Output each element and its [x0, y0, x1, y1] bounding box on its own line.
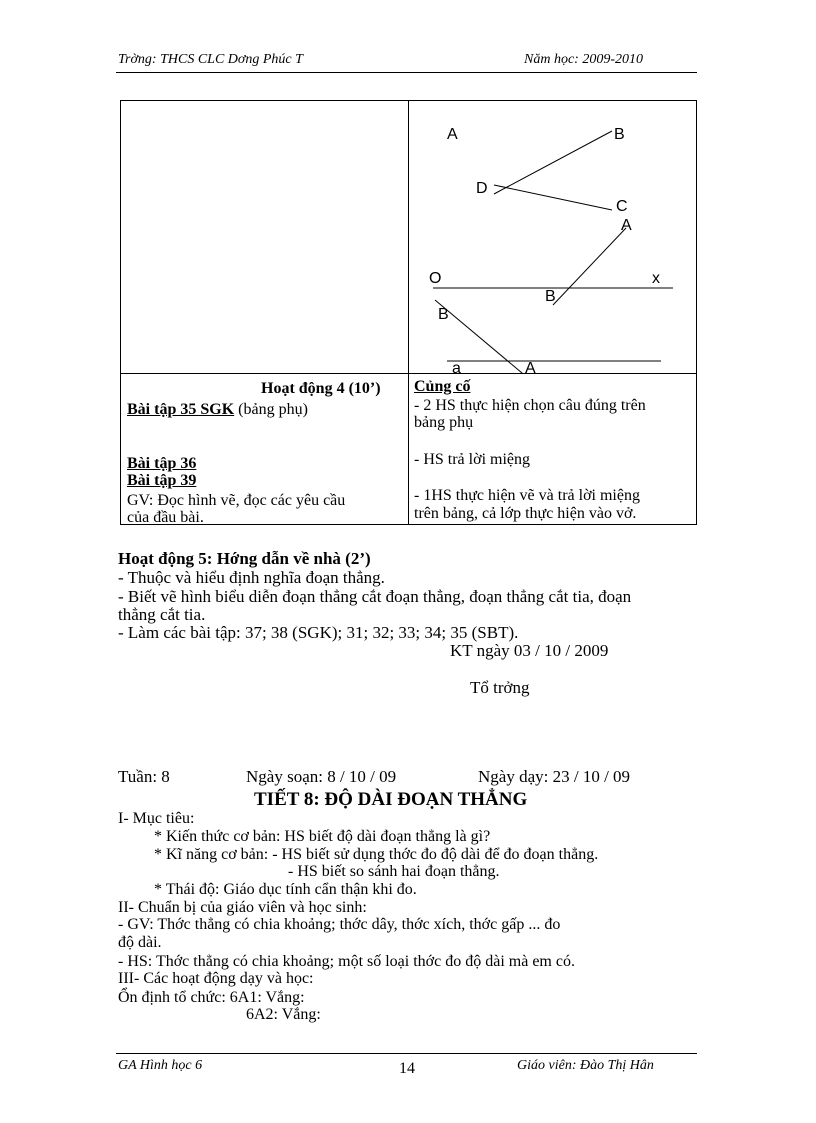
objective-attitude: * Thái độ: Giáo dục tính cẩn thận khi đo. [154, 881, 417, 898]
prep-teacher-2: độ dài. [118, 934, 162, 951]
objective-skill-1: * Kĩ năng cơ bản: - HS biết sử dụng thớc đo độ dài để đo đoạn thẳng. [154, 846, 599, 863]
class-organization-2: 6A2: Vắng: [246, 1006, 321, 1023]
label-o: O [429, 270, 442, 287]
label-c: C [616, 198, 628, 215]
segment-b-a [435, 300, 528, 373]
lesson-title: TIẾT 8: ĐỘ DÀI ĐOẠN THẲNG [254, 789, 528, 810]
class-organization-1: Ổn định tổ chức: 6A1: Vắng: [118, 989, 305, 1006]
header-year: Năm học: 2009-2010 [524, 52, 643, 67]
section-activities: III- Các hoạt động dạy và học: [118, 970, 314, 987]
segment-ba [553, 228, 626, 305]
signer-title: Tổ trởng [470, 678, 530, 697]
student-task-1b: bảng phụ [414, 414, 474, 431]
label-b1: B [614, 126, 625, 143]
student-task-1a: - 2 HS thực hiện chọn câu đúng trên [414, 397, 646, 414]
exercise-35-note: (bảng phụ) [234, 401, 308, 418]
segment-db [494, 131, 612, 194]
activity5-title: Hoạt động 5: Hớng dẫn về nhà (2’) [118, 549, 371, 568]
footer-rule [116, 1053, 697, 1054]
student-task-3a: - 1HS thực hiện vẽ và trả lời miệng [414, 487, 640, 504]
check-date: KT ngày 03 / 10 / 2009 [450, 641, 609, 660]
student-task-2: - HS trả lời miệng [414, 451, 530, 468]
week: Tuần: 8 [118, 767, 170, 786]
prep-teacher-1: - GV: Thớc thẳng có chia khoảng; thớc dây, thớc xích, thớc gấp ... đo [118, 916, 561, 933]
homework-2b: thẳng cắt tia. [118, 605, 206, 624]
table-border-right [696, 100, 697, 525]
section-objectives: I- Mục tiêu: [118, 810, 195, 827]
footer-left: GA Hình học 6 [118, 1058, 203, 1073]
header-rule [116, 72, 697, 73]
homework-1: - Thuộc và hiểu định nghĩa đoạn thẳng. [118, 568, 385, 587]
exercise-35-label: Bài tập 35 SGK [127, 401, 235, 418]
section-preparation: II- Chuẩn bị của giáo viên và học sinh: [118, 899, 367, 916]
label-a3: A [525, 360, 536, 373]
homework-2a: - Biết vẽ hình biểu diễn đoạn thẳng cắt đoạn thẳng, đoạn thẳng cắt tia, đoạn [118, 587, 632, 606]
label-a1: A [447, 126, 458, 143]
label-x: x [652, 270, 660, 287]
exercise-36: Bài tập 36 [127, 455, 197, 472]
exercise-35 [127, 401, 308, 418]
label-a2: A [621, 217, 632, 234]
gv-instruction-1: GV: Đọc hình vẽ, đọc các yêu cầu [127, 492, 346, 509]
homework-3: - Làm các bài tập: 37; 38 (SGK); 31; 32; 33; 34; 35 (SBT). [118, 623, 519, 642]
label-b3: B [438, 306, 449, 323]
table-border-left [120, 100, 121, 525]
label-d: D [476, 180, 488, 197]
teach-date: Ngày dạy: 23 / 10 / 09 [478, 767, 631, 786]
segment-dc [494, 185, 612, 210]
prep-date: Ngày soạn: 8 / 10 / 09 [246, 767, 397, 786]
student-task-3b: trên bảng, cả lớp thực hiện vào vở. [414, 505, 637, 522]
activity4-title: Hoạt động 4 (10’) [261, 380, 381, 397]
objective-skill-2: - HS biết so sánh hai đoạn thẳng. [288, 863, 500, 880]
label-a-line: a [452, 360, 461, 373]
page-number: 14 [399, 1060, 415, 1077]
objective-knowledge: * Kiến thức cơ bản: HS biết độ dài đoạn thẳng là gì? [154, 828, 491, 845]
prep-students: - HS: Thớc thẳng có chia khoảng; một số loại thớc đo độ dài mà em có. [118, 953, 575, 970]
consolidate-title: Củng cố [414, 378, 471, 395]
geometry-figure [409, 101, 696, 373]
exercise-39: Bài tập 39 [127, 472, 197, 489]
header-school: Trờng: THCS CLC Dơng Phúc T [118, 52, 303, 67]
footer-right: Giáo viên: Đào Thị Hân [517, 1058, 654, 1073]
gv-instruction-2: của đầu bài. [127, 509, 204, 526]
label-b2: B [545, 288, 556, 305]
